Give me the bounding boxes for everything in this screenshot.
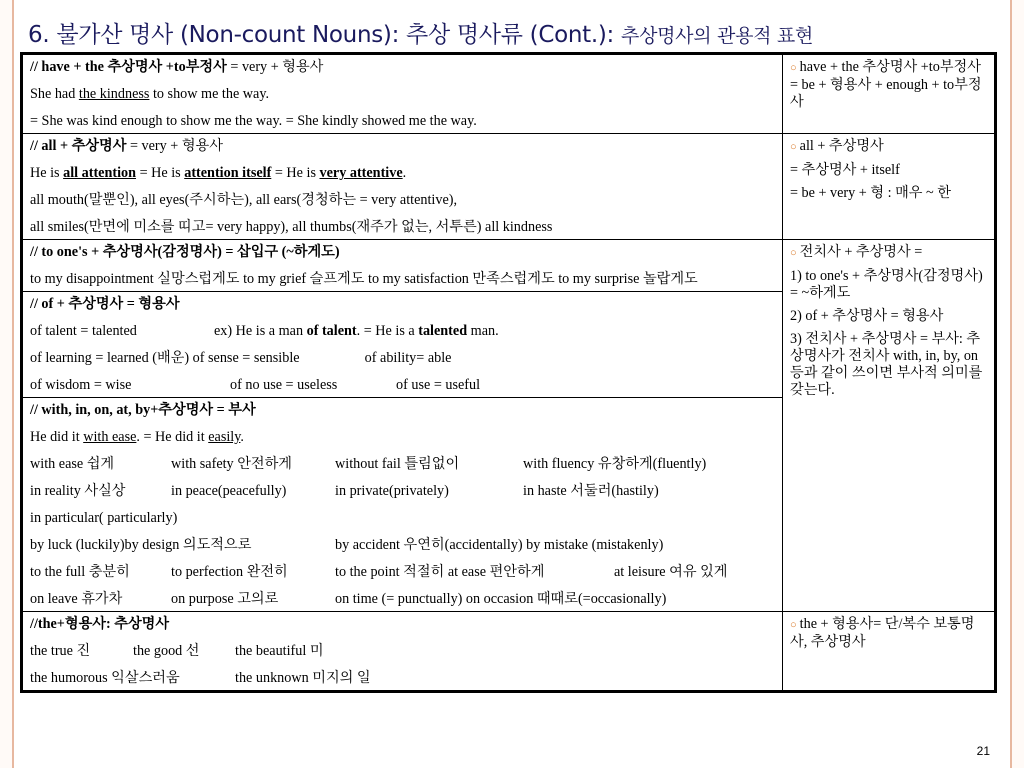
row3-left-cell xyxy=(22,240,783,292)
row4-line2-a: of learning = learned (배운) xyxy=(30,350,190,366)
row2-line1-a: He is xyxy=(30,165,64,181)
bullet-icon: ○ xyxy=(790,141,797,153)
row5-line1-d: easily xyxy=(208,429,241,445)
row4-line3-c: of use = useful xyxy=(396,377,481,393)
row5-line5-col1: by luck (luckily)by design 의도적으로 xyxy=(30,537,252,553)
row5-line3-col1: in reality 사실상 xyxy=(30,483,126,499)
row2-line1-d: attention itself xyxy=(184,165,272,181)
row6-right-text: the + 형용사= 단/복수 보통명사, 추상명사 xyxy=(790,616,975,650)
right-decorative-frame xyxy=(1010,0,1024,768)
row2-line1-b: all attention xyxy=(63,165,137,181)
row4-line2-c: of ability= able xyxy=(364,350,452,366)
table-row xyxy=(22,134,996,240)
idiom-table xyxy=(20,52,997,693)
row4-line1-b: ex) He is a man xyxy=(214,323,307,339)
table-row xyxy=(22,54,996,134)
row4-line1-c: of talent xyxy=(306,323,357,339)
row2-line1-g: . xyxy=(402,165,407,181)
row3-heading: // to one's + 추상명사(감정명사) = 삽입구 (~하게도) xyxy=(30,244,340,260)
row2-line1-f: very attentive xyxy=(319,165,403,181)
row5-line1-e: . xyxy=(240,429,244,445)
row2-line1-e: = He is xyxy=(271,165,320,181)
row4-line1-e: talented xyxy=(418,323,468,339)
row4-line1-d: . = He is a xyxy=(356,323,419,339)
row1-heading: // have + the 추상명사 +to부정사 xyxy=(30,59,227,75)
row1-right-cell xyxy=(783,54,996,134)
table-row xyxy=(22,240,996,292)
row5-line6-col3: to the point 적절히 at ease 편안하게 xyxy=(335,564,545,580)
row5-line3-col4: in haste 서둘러(hastily) xyxy=(523,483,659,499)
row5-line6-col1: to the full 충분히 xyxy=(30,564,130,580)
row2-left-cell xyxy=(22,134,783,240)
row3-right-line1: 전치사 + 추상명사 = xyxy=(799,244,923,260)
row4-line1-a: of talent = talented xyxy=(30,323,137,339)
row3-right-line3: 2) of + 추상명사 = 형용사 xyxy=(790,308,944,324)
row1-line1-a: She had xyxy=(30,86,79,102)
table-row xyxy=(22,612,996,692)
row6-heading: //the+형용사: 추상명사 xyxy=(30,616,170,632)
row5-line1-a: He did it xyxy=(30,429,84,445)
row1-line1-b: to show me the way. xyxy=(149,86,270,102)
row2-line3: all smiles(만면에 미소를 띠고= very happy), all thumbs(재주가 없는, 서투른) all kindness xyxy=(30,219,553,235)
row5-line1-c: . = He did it xyxy=(136,429,209,445)
row3-line1: to my disappointment 실망스럽게도 to my grief 슬프게도 to my satisfaction 만족스럽게도 to my surprise 놀랍게도 xyxy=(30,271,698,287)
row2-heading-rest: = very + 형용사 xyxy=(126,138,223,154)
slide-title-main: 6. 불가산 명사 (Non-count Nouns): 추상 명사류 (Cont.): xyxy=(28,22,614,48)
page-number: 21 xyxy=(976,744,990,758)
row1-left-cell xyxy=(22,54,783,134)
row2-heading: // all + 추상명사 xyxy=(30,138,127,154)
slide-title-sub: 추상명사의 관용적 표현 xyxy=(621,25,814,47)
row5-line3-col3: in private(privately) xyxy=(335,483,449,499)
row5-line1-b: with ease xyxy=(83,429,137,445)
bullet-icon: ○ xyxy=(790,619,797,631)
row1-right-text: have + the 추상명사 +to부정사 = be + 형용사 + enough + to부정사 xyxy=(790,59,982,110)
row5-line3-col2: in peace(peacefully) xyxy=(171,483,287,499)
row6-line1-col1: the true 진 xyxy=(30,643,91,659)
row5-line2-col2: with safety 안전하게 xyxy=(171,456,293,472)
row6-right-cell xyxy=(783,612,996,692)
row6-line2-col1: the humorous 익살스러움 xyxy=(30,670,180,686)
row2-right-line2: = 추상명사 + itself xyxy=(790,162,900,178)
row3-right-cell xyxy=(783,240,996,612)
row6-left-cell xyxy=(22,612,783,692)
row2-line2: all mouth(말뿐인), all eyes(주시하는), all ears(경청하는 = very attentive), xyxy=(30,192,458,208)
row5-heading: // with, in, on, at, by+추상명사 = 부사 xyxy=(30,402,256,418)
row4-line2-b: of sense = sensible xyxy=(192,350,300,366)
row5-line6-col2: to perfection 완전히 xyxy=(171,564,288,580)
row5-line6-col4: at leisure 여유 있게 xyxy=(614,564,728,580)
row5-line5-col2: by accident 우연히(accidentally) by mistake (mistakenly) xyxy=(335,537,664,553)
row4-line1-f: man. xyxy=(467,323,499,339)
row4-line3-a: of wisdom = wise xyxy=(30,377,132,393)
row5-line7-col1: on leave 휴가차 xyxy=(30,591,123,607)
row4-left-cell xyxy=(22,292,783,398)
row2-right-cell xyxy=(783,134,996,240)
slide-title xyxy=(28,16,813,49)
row2-right-line3: = be + very + 형 : 매우 ~ 한 xyxy=(790,185,951,201)
row3-right-line2: 1) to one's + 추상명사(감정명사) = ~하게도 xyxy=(790,268,983,301)
row5-line2-col4: with fluency 유창하게(fluently) xyxy=(523,456,707,472)
row5-line7-col2: on purpose 고의로 xyxy=(171,591,279,607)
row5-line2-col3: without fail 틀림없이 xyxy=(335,456,460,472)
bullet-icon: ○ xyxy=(790,62,797,74)
row2-line1-c: = He is xyxy=(136,165,185,181)
row1-heading-rest: = very + 형용사 xyxy=(226,59,324,75)
left-decorative-frame xyxy=(0,0,14,768)
row1-line1-underlined: the kindness xyxy=(78,86,150,102)
row5-left-cell xyxy=(22,398,783,612)
row5-line7-col3: on time (= punctually) on occasion 때때로(=occasionally) xyxy=(335,591,667,607)
row6-line1-col2: the good 선 xyxy=(133,643,200,659)
row1-line2: = She was kind enough to show me the way. = She kindly showed me the way. xyxy=(30,113,477,129)
row2-right-line1: all + 추상명사 xyxy=(799,138,884,154)
row5-line4: in particular( particularly) xyxy=(30,510,178,526)
row4-heading: // of + 추상명사 = 형용사 xyxy=(30,296,180,312)
row5-line2-col1: with ease 쉽게 xyxy=(30,456,115,472)
bullet-icon: ○ xyxy=(790,247,797,259)
row6-line2-col2: the unknown 미지의 일 xyxy=(235,670,371,686)
row4-line3-b: of no use = useless xyxy=(230,377,338,393)
row6-line1-col3: the beautiful 미 xyxy=(235,643,324,659)
row3-right-line4: 3) 전치사 + 추상명사 = 부사: 추상명사가 전치사 with, in, by, on 등과 같이 쓰이면 부사적 의미를 갖는다. xyxy=(790,331,983,398)
